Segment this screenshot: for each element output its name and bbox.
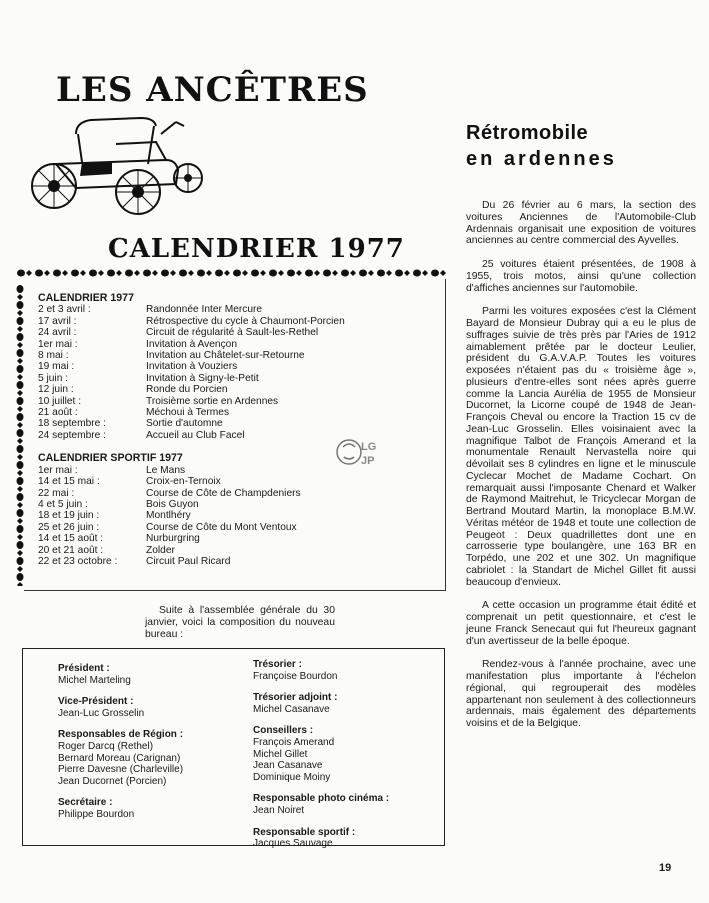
article-title-line2: en ardennes (466, 148, 617, 170)
calendar-event: Accueil au Club Facel (146, 429, 245, 441)
calendar-event: Course de Côte de Champdeniers (146, 487, 301, 499)
bureau-member-name: Roger Darcq (Rethel) (58, 740, 154, 752)
masthead-title: LES ANCÊTRES (56, 70, 369, 110)
calendar-event: Invitation à Signy-le-Petit (146, 372, 259, 384)
calendar-event: Méchoui à Termes (146, 407, 230, 419)
bureau-role: Responsable sportif : (253, 826, 356, 838)
article-paragraph: A cette occasion un programme était édité et comprenait un petit questionnaire, et c'est le jeune Franck Senecaut qui fut l'heureux gagnant d'un avertisseur de la belle époque. (466, 600, 696, 647)
calendar-event: Course de Côte du Mont Ventoux (146, 521, 297, 533)
bureau-box (22, 648, 445, 850)
calendar-event: Bois Guyon (146, 498, 199, 510)
article-title (466, 120, 617, 172)
calendar-date: 25 et 26 juin : (38, 521, 100, 533)
calendar-event: Le Mans (146, 464, 186, 476)
calendar-date: 2 et 3 avril : (38, 304, 91, 316)
lgjp-stamp-logo (335, 433, 381, 471)
article-paragraph: Rendez-vous à l'année prochaine, avec une manifestation plus importante à l'échelon régional, qui regrouperait des modèles appartenant non seulement à des collectionneurs ardennais, mais également des départements voisins et de la Belgique. (466, 659, 696, 729)
calendar-row (38, 418, 438, 429)
calendar-row (38, 522, 438, 533)
calendar-event: Sortie d'automne (146, 418, 223, 430)
calendar-event: Rétrospective du cycle à Chaumont-Porcien (146, 315, 345, 327)
calendar-row (38, 339, 438, 350)
calendar-row (38, 327, 438, 338)
calendar-date: 17 avril : (38, 315, 77, 327)
article-title-line1: Rétromobile (466, 122, 589, 144)
calendar-row (38, 556, 438, 567)
bureau-member-name: Philippe Bourdon (58, 808, 135, 820)
article-paragraph: Du 26 février au 6 mars, la section des voitures Anciennes de l'Automobile-Club Ardennais organisait une exposition de voitures anciennes au centre commercial des Ayvelles. (466, 200, 696, 247)
calendar-date: 1er mai : (38, 464, 78, 476)
calendar-row (38, 396, 438, 407)
calendar-row (38, 510, 438, 521)
calendar-section-title: CALENDRIER 1977 (38, 292, 134, 304)
calendar-row (38, 384, 438, 395)
calendar-row (38, 304, 438, 315)
calendar-event: Circuit Paul Ricard (146, 555, 231, 567)
calendar-date: 14 et 15 mai : (38, 476, 100, 488)
calendar-event: Invitation à Avençon (146, 338, 238, 350)
calendar-date: 18 septembre : (38, 418, 106, 430)
calendar-section-events (38, 304, 438, 441)
bureau-member-name: Jean Casanave (253, 760, 323, 772)
calendar-row (38, 488, 438, 499)
calendar-date: 24 avril : (38, 327, 77, 339)
calendar-date: 18 et 19 juin : (38, 510, 100, 522)
bureau-role: Trésorier : (253, 659, 302, 670)
bureau-member-name: Michel Marteling (58, 674, 131, 686)
bureau-role: Vice-Président : (58, 696, 134, 708)
calendar-date: 20 et 21 août : (38, 544, 104, 556)
calendar-date: 21 août : (38, 407, 78, 419)
decorative-border-left (16, 284, 24, 586)
calendar-list (38, 293, 438, 567)
calendar-event: Invitation à Vouziers (146, 361, 238, 373)
calendar-row (38, 361, 438, 372)
bureau-member-name: Michel Casanave (253, 703, 330, 715)
calendar-event: Troisième sortie en Ardennes (146, 395, 279, 407)
bureau-member-name: Jean-Luc Grosselin (58, 707, 145, 719)
calendar-date: 24 septembre : (38, 429, 106, 441)
bureau-member-name: Bernard Moreau (Carignan) (58, 752, 181, 764)
calendar-date: 4 et 5 juin : (38, 498, 88, 510)
calendar-row (38, 499, 438, 510)
decorative-border-top (16, 268, 446, 278)
bureau-member-name: Jean Ducornet (Porcien) (58, 775, 167, 787)
calendar-date: 19 mai : (38, 361, 75, 373)
bureau-role: Secrétaire : (58, 797, 113, 809)
bureau-right-column (253, 659, 389, 850)
calendar-row (38, 533, 438, 544)
calendar-heading: CALENDRIER 1977 (108, 234, 405, 264)
page-number: 19 (659, 862, 672, 874)
svg-text:LG: LG (361, 441, 377, 453)
article-paragraph: 25 voitures étaient présentées, de 1908 à 1955, trois motos, ainsi qu'une collection d'affiches anciennes sur l'automobile. (466, 259, 696, 294)
bureau-member-name: Pierre Davesne (Charleville) (58, 764, 184, 776)
bureau-left-column (58, 663, 183, 821)
bureau-intro-text: Suite à l'assemblée générale du 30 janvier, voici la composition du nouveau bureau : (145, 605, 335, 640)
article-paragraph: Parmi les voitures exposées c'est la Clément Bayard de Monsieur Dubray qui a eu le plus de suffrages suivie de très près par l'Aries de 1912 aimablement prêtée par le docteur Leulier, président du G.A.V.A.P. Toutes les voitures exposées n'étaient pas du « troisième âge », plusieurs d'entre-elles sont nées après guerre comme la Lancia Aurélia de 1955 de Monsieur Ducornet, la Licorne coupé de 1948 de Jean-François Cheval ou encore la Traction 15 cv de Jean-Luc Grosselin. Elles voisinaient avec la magnifique Talbot de François Amerand et la monumentale Renault Nervastella noire qui dévoilait ses 8 cylindres en ligne et le minuscule Cyclecar Mochet de Madame Cochart. On remarquait aussi l'imposante Chenard et Walker de Raymond Maitrehut, le Tricyclecar Morgan de Bertrand Moutard Martin, la monoplace B.M.W. Véritas météor de 1948 et toute une collection de Peugeot : Deux quadrillettes dont une en carrosserie type boulangère, une 163 BR en Torpédo, une 202 et une 302. Un magnifique cabriolet : la Standart de Michel Gillet fit aussi beaucoup d'envieux. (466, 306, 696, 588)
calendar-date: 1er mai : (38, 338, 78, 350)
bureau-member-name: Jean Noiret (253, 804, 305, 816)
calendar-date: 22 et 23 octobre : (38, 555, 118, 567)
calendar-date: 8 mai : (38, 350, 69, 362)
calendar-event: Zolder (146, 544, 175, 556)
bureau-member-name: Jacques Sauvage (253, 838, 333, 850)
sport-calendar-section-title: CALENDRIER SPORTIF 1977 (38, 452, 183, 465)
calendar-event: Circuit de régularité à Sault-les-Rethel (146, 327, 319, 339)
calendar-date: 22 mai : (38, 487, 75, 499)
svg-text:JP: JP (361, 455, 375, 467)
calendar-event: Invitation au Châtelet-sur-Retourne (146, 350, 305, 362)
calendar-date: 5 juin : (38, 372, 69, 384)
sport-calendar-section-events (38, 465, 438, 568)
calendar-date: 14 et 15 août : (38, 533, 104, 545)
calendar-row (38, 373, 438, 384)
bureau-role: Conseillers : (253, 725, 314, 737)
calendar-event: Montlhéry (146, 510, 191, 522)
bureau-role: Responsable photo cinéma : (253, 793, 390, 805)
calendar-event: Ronde du Porcien (146, 384, 228, 396)
bureau-member-name: François Amerand (253, 736, 335, 748)
calendar-event: Randonnée Inter Mercure (146, 304, 263, 316)
calendar-row (38, 316, 438, 327)
bureau-role: Responsables de Région : (58, 729, 184, 741)
calendar-event: Nurburgring (146, 533, 200, 545)
calendar-date: 12 juin : (38, 384, 74, 396)
antique-car-illustration (16, 104, 206, 224)
bureau-member-name: Dominique Moiny (253, 771, 331, 783)
bureau-role: Président : (58, 663, 110, 674)
bureau-member-name: Françoise Bourdon (253, 670, 338, 682)
calendar-row (38, 350, 438, 361)
calendar-date: 10 juillet : (38, 395, 82, 407)
bureau-member-name: Michel Gillet (253, 748, 308, 760)
calendar-row (38, 407, 438, 418)
calendar-row (38, 545, 438, 556)
calendar-event: Croix-en-Ternoix (146, 476, 221, 488)
calendar-row (38, 476, 438, 487)
bureau-role: Trésorier adjoint : (253, 692, 338, 704)
article-body (466, 200, 696, 742)
